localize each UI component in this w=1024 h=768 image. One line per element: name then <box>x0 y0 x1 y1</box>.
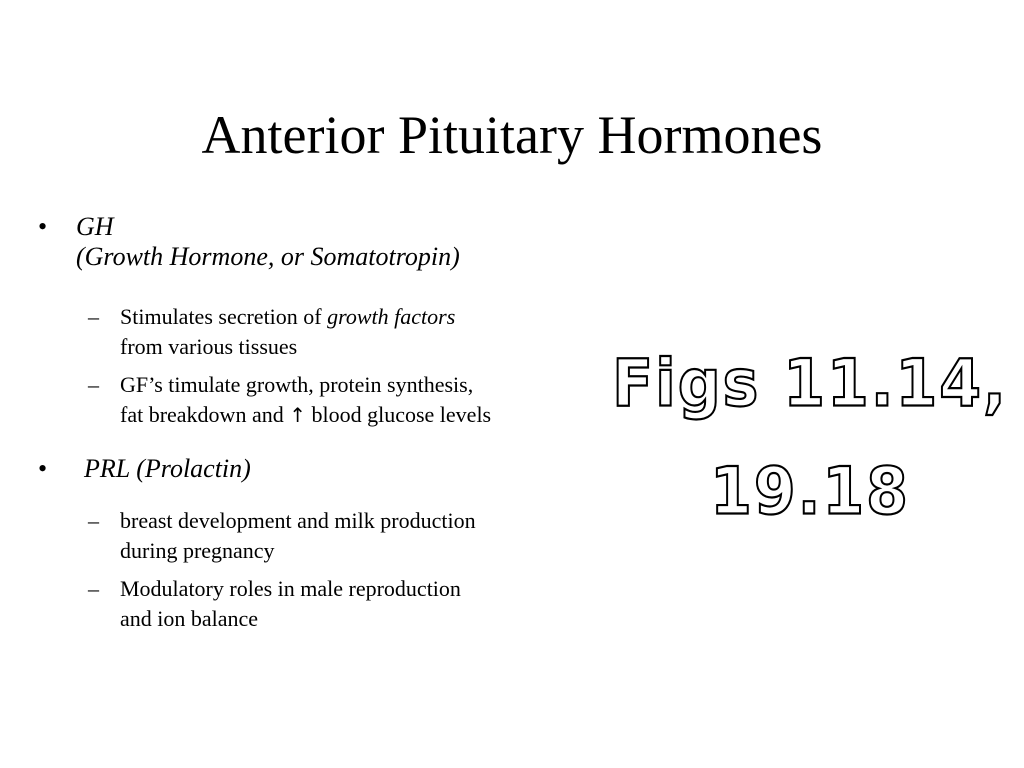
sub-item-line: during pregnancy <box>120 538 275 563</box>
bullet-gh-fullname: (Growth Hormone, or Somatotropin) <box>76 242 460 271</box>
slide-title: Anterior Pituitary Hormones <box>201 105 823 165</box>
bullet-gh <box>38 212 460 272</box>
sub-item-gh-1 <box>88 302 456 362</box>
bullet-marker: • <box>38 454 48 483</box>
sub-item-line: and ion balance <box>120 606 259 631</box>
up-arrow-icon: ↑ <box>289 403 306 427</box>
sub-item-line: Stimulates secretion of growth factors <box>120 304 456 329</box>
sub-marker: – <box>88 508 99 533</box>
bullet-prl-label: PRL (Prolactin) <box>84 454 251 483</box>
sub-item-prl-1 <box>88 506 476 566</box>
bullet-marker: • <box>38 212 48 241</box>
sub-marker: – <box>88 576 99 601</box>
sub-marker: – <box>88 372 99 397</box>
figure-reference-line: Figs 11.14, <box>612 346 1008 422</box>
bullet-prl <box>38 454 251 484</box>
figure-reference-line: 19.18 <box>710 454 910 530</box>
sub-marker: – <box>88 304 99 329</box>
sub-item-line: from various tissues <box>120 334 298 359</box>
sub-item-prl-2 <box>88 574 461 634</box>
sub-item-gh-2 <box>88 370 492 430</box>
sub-item-line: breast development and milk production <box>120 508 476 533</box>
bullet-gh-label: GH <box>76 212 114 241</box>
growth-factors-term: growth factors <box>327 304 456 329</box>
sub-item-line: fat breakdown and ↑ blood glucose levels <box>120 402 492 427</box>
figure-reference <box>600 330 1020 546</box>
sub-item-line: GF’s timulate growth, protein synthesis, <box>120 372 474 397</box>
sub-item-line: Modulatory roles in male reproduction <box>120 576 461 601</box>
